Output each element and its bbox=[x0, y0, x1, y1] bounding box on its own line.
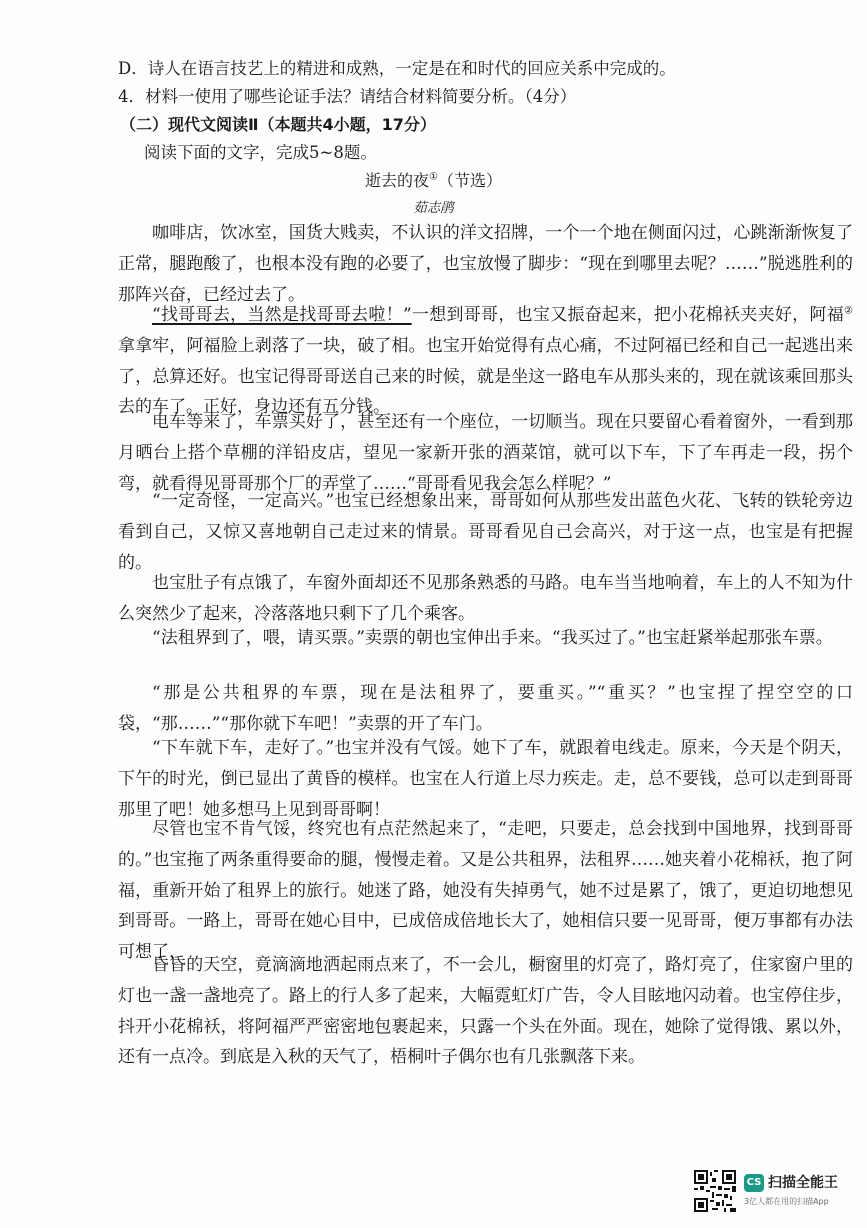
scanner-watermark bbox=[694, 1170, 854, 1220]
article-title-text: 逝去的夜 bbox=[365, 171, 430, 190]
question-4: 4．材料一使用了哪些论证手法？请结合材料简要分析。（4分） bbox=[118, 87, 577, 106]
article-author: 茹志鹃 bbox=[413, 200, 454, 216]
paragraph-5: 也宝肚子有点饿了，车窗外面却还不见那条熟悉的马路。电车当当地响着，车上的人不知为什么突然少了起来，冷落落地只剩下了几个乘客。 bbox=[118, 573, 853, 624]
qr-code-icon bbox=[694, 1170, 736, 1212]
paragraph-9: 尽管也宝不肯气馁，终究也有点茫然起来了，“走吧，只要走，总会找到中国地界，找到哥哥的。”也宝拖了两条重得要命的腿，慢慢走着。又是公共租界，法租界……她夹着小花棉袄，抱了阿福，重新开始了租界上的旅行。她迷了路，她没有失掉勇气，她不过是累了，饿了，更迫切地想见到哥哥。一路上，哥哥在她心目中，已成倍成倍地长大了，她相信只要一见哥哥，便万事都有办法可想了， bbox=[118, 819, 853, 963]
paragraph-8: “下车就下车，走好了。”也宝并没有气馁。她下了车，就跟着电线走。原来，今天是个阴天，下午的时光，倒已显出了黄昏的模样。也宝在人行道上尽力疾走。走，总不要钱，总可以走到哥哥那里了吧！她多想马上见到哥哥啊！ bbox=[118, 738, 853, 820]
paragraph-2-text-b: 拿拿牢，阿福脸上剥落了一块，破了相。也宝开始觉得有点心痛，不过阿福已经和自己一起逃出来了，总算还好。也宝记得哥哥送自己来的时候，就是坐这一路电车从那头来的，现在就该乘回那头去的车了。正好，身边还有五分钱。 bbox=[118, 335, 853, 418]
footnote-mark-2: ② bbox=[844, 305, 853, 317]
paragraph-1: 咖啡店，饮冰室，国货大贱卖，不认识的洋文招牌，一个一个地在侧面闪过，心跳渐渐恢复了正常，腿跑酸了，也根本没有跑的必要了，也宝放慢了脚步：“现在到哪里去呢？……”脱逃胜利的那阵兴奋，已经过去了。 bbox=[118, 223, 853, 305]
article-title-suffix: （节选） bbox=[437, 171, 502, 190]
article-title bbox=[0, 168, 867, 191]
paragraph-6: “法租界到了，喂，请买票。”卖票的朝也宝伸出手来。“我买过了。”也宝赶紧举起那张车票。 bbox=[152, 628, 833, 648]
paragraph-4: “一定奇怪，一定高兴。”也宝已经想象出来，哥哥如何从那些发出蓝色火花、飞转的铁轮旁边看到自己，又惊又喜地朝自己走过来的情景。哥哥看见自己会高兴，对于这一点，也宝是有把握的。 bbox=[118, 491, 853, 573]
section-heading: （二）现代文阅读Ⅱ（本题共4小题，17分） bbox=[120, 115, 436, 134]
paragraph-3: 电车等来了，车票买好了，甚至还有一个座位，一切顺当。现在只要留心看着窗外，一看到那月晒台上搭个草棚的洋铅皮店，望见一家新开张的酒菜馆，就可以下车，下了车再走一段，拐个弯，就看得见哥哥那个厂的弄堂了……“哥哥看见我会怎么样呢？” bbox=[118, 412, 853, 494]
camscanner-name: 扫描全能王 bbox=[768, 1175, 838, 1191]
title-footnote-mark: ① bbox=[429, 171, 438, 183]
paragraph-7: “那是公共租界的车票，现在是法租界了，要重买。”“重买？”也宝捏了捏空空的口袋，“那……”“那你就下车吧！”卖票的开了车门。 bbox=[118, 683, 853, 734]
underlined-sentence: “找哥哥去，当然是找哥哥去啦！” bbox=[152, 305, 412, 325]
option-d: D．诗人在语言技艺上的精进和成熟，一定是在和时代的回应关系中完成的。 bbox=[118, 59, 676, 78]
reading-instruction: 阅读下面的文字，完成5~8题。 bbox=[144, 143, 377, 162]
camscanner-tagline: 3亿人都在用的扫描App bbox=[744, 1197, 829, 1206]
paragraph-2-text-a: 一想到哥哥，也宝又振奋起来，把小花棉袄夹夹好，阿福 bbox=[411, 305, 845, 325]
camscanner-logo-icon: CS bbox=[744, 1174, 764, 1192]
paragraph-2 bbox=[118, 300, 853, 423]
paragraph-10: 昏昏的天空，竟滴滴地洒起雨点来了，不一会儿，橱窗里的灯亮了，路灯亮了，住家窗户里的灯也一盏一盏地亮了。路上的行人多了起来，大幅霓虹灯广告，令人目眩地闪动着。也宝停住步，抖开小花棉袄，将阿福严严密密地包裹起来，只露一个头在外面。现在，她除了觉得饿、累以外，还有一点冷。到底是入秋的天气了，梧桐叶子偶尔也有几张飘落下来。 bbox=[118, 955, 853, 1068]
